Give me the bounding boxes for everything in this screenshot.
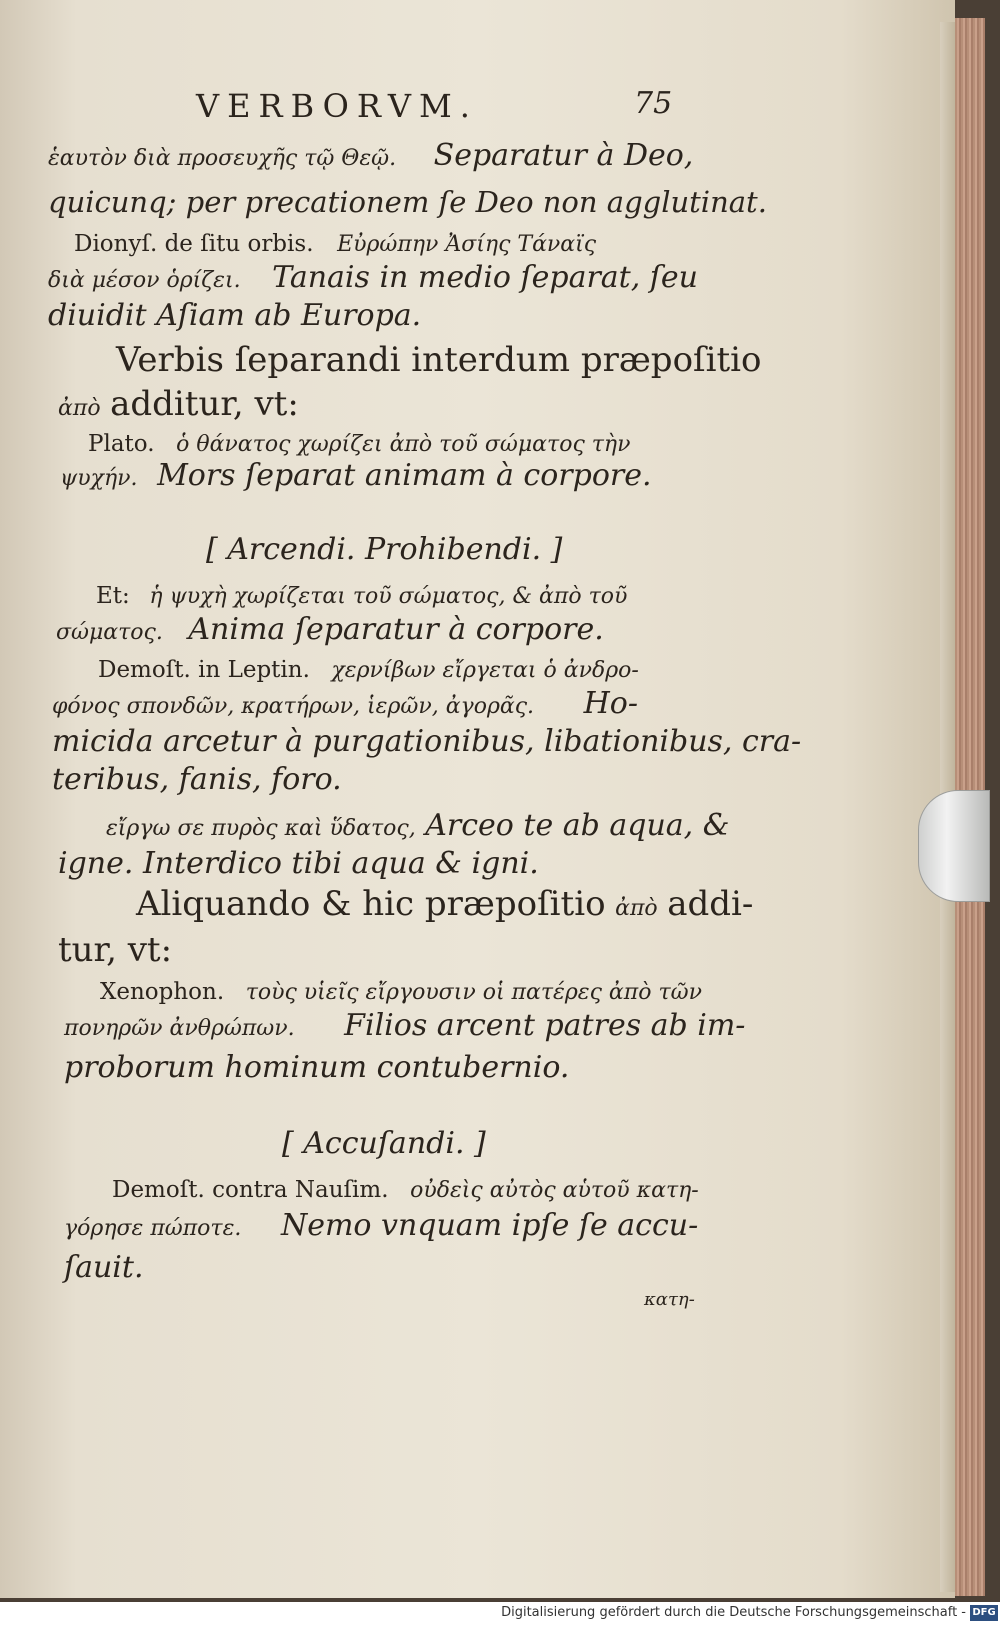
text-line: micida arcetur à purgationibus, libationibus, cra- <box>52 724 802 759</box>
text-line: Plato. ὁ θάνατος χωρίζει ἀπὸ τοῦ σώματος τὴν <box>88 431 631 457</box>
footer-bar <box>0 1602 1000 1625</box>
text-line: εἴργω σε πυρὸς καὶ ὕδατος, Arceo te ab aqua, & <box>106 808 730 843</box>
text-line: Dionyſ. de ſitu orbis. Εὐρώπην Ἀσίης Τάναϊς <box>74 231 597 257</box>
text-line: φόνος σπονδῶν, κρατήρων, ἱερῶν, ἀγορᾶς. Ho- <box>52 686 638 721</box>
running-head: VERBORVM. <box>196 87 478 125</box>
dfg-logo: DFG <box>970 1605 998 1621</box>
text-line: Aliquando & hic præpoſitio ἀπὸ addi- <box>136 884 754 924</box>
text-line: teribus, fanis, foro. <box>52 762 342 797</box>
text-line: Verbis ſeparandi interdum præpoſitio <box>116 340 762 380</box>
text-line: ἑαυτὸν διὰ προσευχῆς τῷ Θεῷ. Separatur à Deo, <box>48 138 694 173</box>
section-heading: [ Arcendi. Prohibendi. ] <box>206 532 563 567</box>
catchword: κατη- <box>644 1289 695 1310</box>
text-line: ſauit. <box>64 1250 144 1285</box>
text-line: igne. Interdico tibi aqua & igni. <box>58 846 539 881</box>
text-line: Demoſt. in Leptin. χερνίβων εἴργεται ὁ ἀνδρο- <box>98 657 639 683</box>
text-line: πονηρῶν ἀνθρώπων. Filios arcent patres ab im- <box>64 1008 746 1043</box>
text-line: diuidit Aſiam ab Europa. <box>48 298 422 333</box>
text-line: ψυχήν. Mors ſeparat animam à corpore. <box>60 458 652 493</box>
text-line: σώματος. Anima ſeparatur à corpore. <box>56 612 604 647</box>
text-line: γόρησε πώποτε. Nemo vnquam ipſe ſe accu- <box>64 1208 699 1243</box>
text-line: tur, vt: <box>58 930 173 970</box>
text-line: Xenophon. τοὺς υἱεῖς εἴργουσιν οἱ πατέρες ἀπὸ τῶν <box>100 979 702 1005</box>
text-line: Demoſt. contra Nauſim. οὐδεὶς αὐτὸς αὑτοῦ κατη- <box>112 1177 699 1203</box>
text-line: διὰ μέσον ὁρίζει. Tanais in medio ſeparat, ſeu <box>48 260 698 295</box>
page-number: 75 <box>634 86 673 121</box>
text-line: proborum hominum contubernio. <box>64 1050 570 1085</box>
footer-credit: Digitalisierung gefördert durch die Deutsche Forschungsgemeinschaft - <box>501 1605 966 1620</box>
text-line: quicunq; per precationem ſe Deo non agglutinat. <box>48 185 767 219</box>
text-line: Et: ἡ ψυχὴ χωρίζεται τοῦ σώματος, & ἀπὸ τοῦ <box>96 583 628 609</box>
section-heading: [ Accuſandi. ] <box>282 1126 486 1161</box>
text-line: ἀπὸ additur, vt: <box>58 384 299 424</box>
